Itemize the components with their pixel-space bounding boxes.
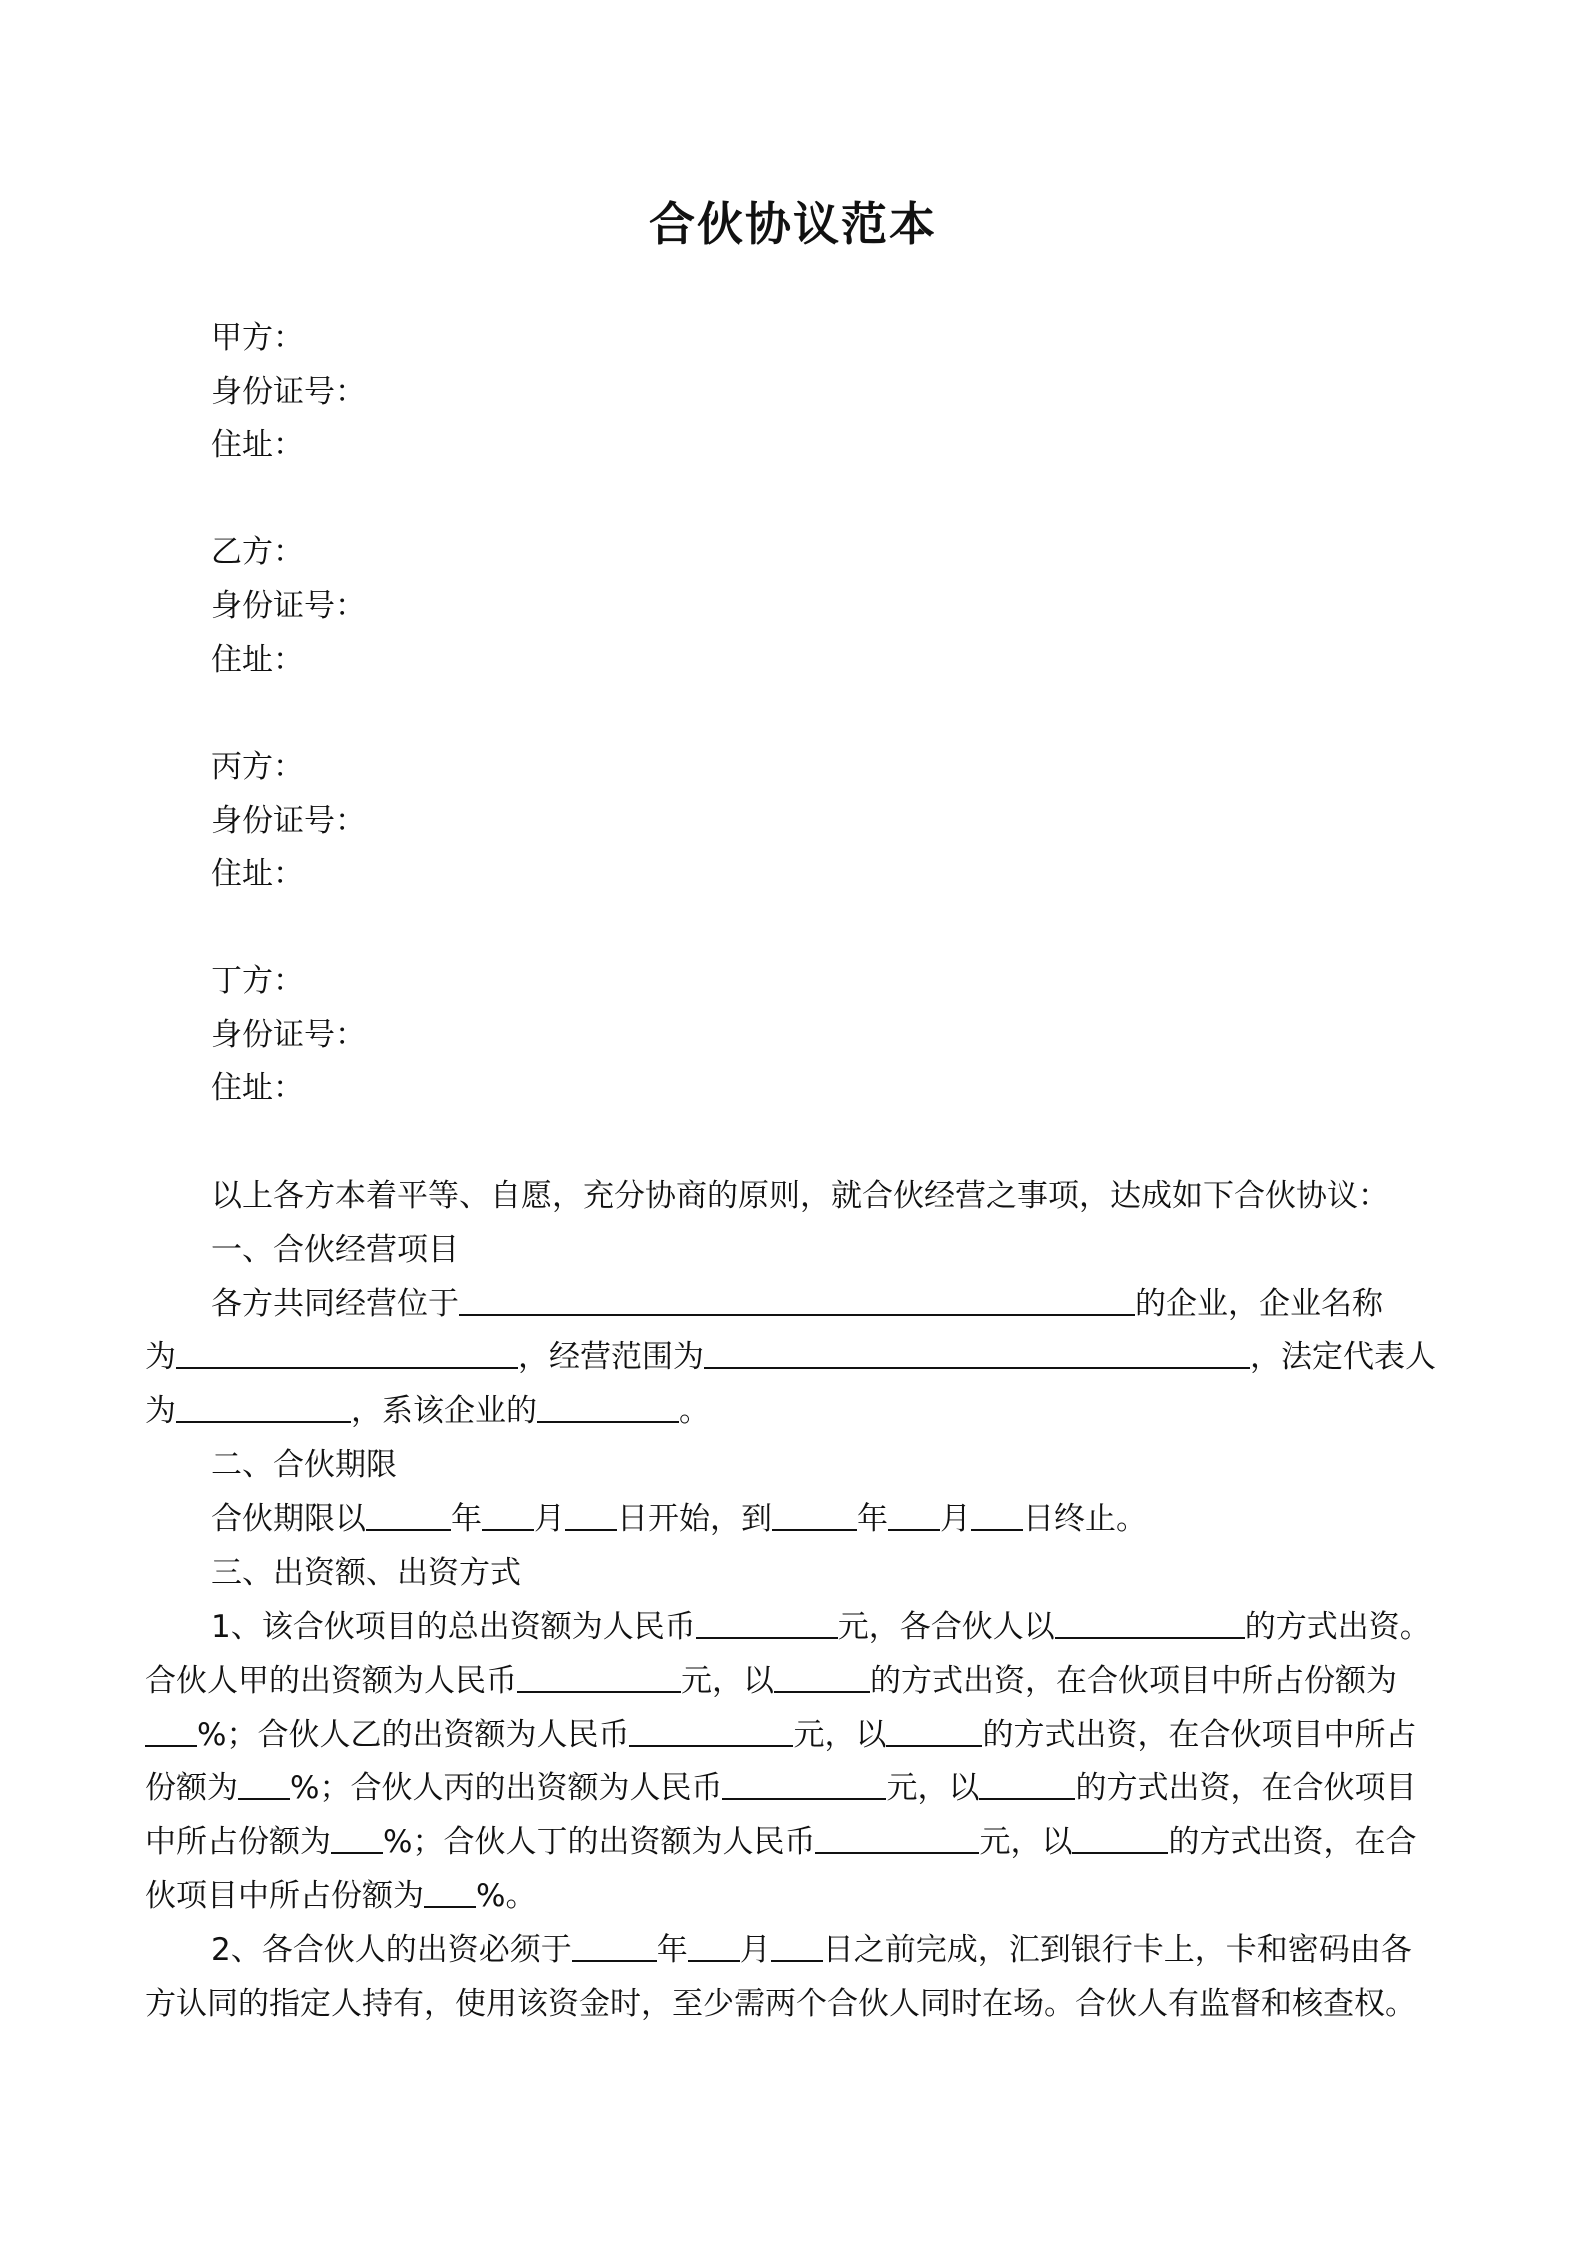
preamble: 以上各方本着平等、自愿，充分协商的原则，就合伙经营之事项，达成如下合伙协议： — [211, 1178, 1389, 1214]
blank-a-method — [774, 1663, 870, 1693]
section3-p1-line1 — [211, 1607, 1431, 1647]
blank-business-scope — [704, 1339, 1250, 1369]
text: 的方式出资，在合伙项目 — [1075, 1770, 1417, 1806]
text: 。 — [679, 1393, 710, 1429]
text: 元，以 — [886, 1770, 980, 1806]
blank-a-share — [145, 1717, 197, 1747]
section2-line1 — [211, 1499, 1147, 1539]
section3-p1-line5 — [145, 1822, 1416, 1862]
text: 为 — [145, 1339, 176, 1375]
text: 年 — [857, 1501, 888, 1537]
section3-p1-line4 — [145, 1768, 1416, 1808]
blank-deadline-year — [572, 1932, 657, 1962]
text: %；合伙人乙的出资额为人民币 — [197, 1717, 630, 1753]
text: 的方式出资。 — [1244, 1609, 1431, 1645]
blank-end-day — [971, 1501, 1023, 1531]
blank-c-method — [979, 1770, 1075, 1800]
party-d-address-label: 住址： — [211, 1070, 304, 1106]
section1-line2 — [145, 1337, 1436, 1377]
party-c-id-label: 身份证号： — [211, 803, 366, 839]
party-b-address-label: 住址： — [211, 642, 304, 678]
party-a-name-label: 甲方： — [211, 320, 304, 356]
text: 元，以 — [793, 1717, 887, 1753]
text: 伙项目中所占份额为 — [145, 1878, 424, 1914]
blank-legal-rep — [176, 1393, 351, 1423]
section2-heading: 二、合伙期限 — [211, 1447, 397, 1483]
blank-deadline-day — [771, 1932, 823, 1962]
text: 月 — [534, 1501, 565, 1537]
section1-heading: 一、合伙经营项目 — [211, 1232, 459, 1268]
blank-end-year — [772, 1501, 857, 1531]
text: 1、该合伙项目的总出资额为人民币 — [211, 1609, 696, 1645]
party-d-id-label: 身份证号： — [211, 1017, 366, 1053]
text: %。 — [476, 1878, 537, 1914]
text: ，经营范围为 — [518, 1339, 704, 1375]
text: 年 — [451, 1501, 482, 1537]
text: ，法定代表人 — [1250, 1339, 1436, 1375]
section3-p2-line1 — [211, 1930, 1412, 1970]
text: 合伙人甲的出资额为人民币 — [145, 1663, 517, 1699]
party-c-address-label: 住址： — [211, 856, 304, 892]
text: 的方式出资，在合伙项目中所占 — [982, 1717, 1417, 1753]
text: 2、各合伙人的出资必须于 — [211, 1932, 572, 1968]
text: 各方共同经营位于 — [211, 1286, 459, 1322]
document-title: 合伙协议范本 — [649, 197, 937, 251]
blank-start-day — [565, 1501, 617, 1531]
party-a-address-label: 住址： — [211, 427, 304, 463]
blank-b-amount — [629, 1717, 793, 1747]
text: 日开始，到 — [617, 1501, 772, 1537]
text: 为 — [145, 1393, 176, 1429]
text: 日终止。 — [1023, 1501, 1147, 1537]
blank-method — [1055, 1609, 1245, 1639]
text: 元，以 — [681, 1663, 774, 1699]
blank-b-method — [886, 1717, 982, 1747]
text: %；合伙人丁的出资额为人民币 — [383, 1824, 816, 1860]
party-b-id-label: 身份证号： — [211, 588, 366, 624]
blank-start-year — [366, 1501, 451, 1531]
section1-line3 — [145, 1391, 710, 1431]
blank-d-share — [424, 1878, 476, 1908]
blank-start-month — [482, 1501, 534, 1531]
text: 元，各合伙人以 — [837, 1609, 1055, 1645]
text: 份额为 — [145, 1770, 238, 1806]
blank-total-capital — [696, 1609, 838, 1639]
text: %；合伙人丙的出资额为人民币 — [290, 1770, 723, 1806]
text: 日之前完成，汇到银行卡上，卡和密码由各 — [822, 1932, 1412, 1968]
blank-company-name — [176, 1339, 518, 1369]
party-a-id-label: 身份证号： — [211, 374, 366, 410]
party-d-name-label: 丁方： — [211, 963, 304, 999]
blank-d-method — [1072, 1824, 1168, 1854]
blank-b-share — [238, 1770, 290, 1800]
text: 的方式出资，在合伙项目中所占份额为 — [870, 1663, 1397, 1699]
blank-position — [537, 1393, 679, 1423]
blank-c-amount — [722, 1770, 886, 1800]
party-b-name-label: 乙方： — [211, 534, 304, 570]
party-c-name-label: 丙方： — [211, 749, 304, 785]
section3-p1-line2 — [145, 1661, 1397, 1701]
blank-d-amount — [815, 1824, 979, 1854]
blank-a-amount — [517, 1663, 681, 1693]
section3-p2-line2: 方认同的指定人持有，使用该资金时，至少需两个合伙人同时在场。合伙人有监督和核查权。 — [145, 1986, 1416, 2022]
blank-end-month — [888, 1501, 940, 1531]
blank-location — [459, 1286, 1135, 1316]
text: 中所占份额为 — [145, 1824, 331, 1860]
section3-heading: 三、出资额、出资方式 — [211, 1555, 521, 1591]
text: ，系该企业的 — [351, 1393, 537, 1429]
text: 合伙期限以 — [211, 1501, 366, 1537]
section1-line1 — [211, 1284, 1383, 1324]
text: 的企业，企业名称 — [1135, 1286, 1383, 1322]
text: 的方式出资，在合 — [1168, 1824, 1417, 1860]
text: 元，以 — [979, 1824, 1073, 1860]
section3-p1-line3 — [145, 1715, 1416, 1755]
section3-p1-line6 — [145, 1876, 536, 1916]
blank-deadline-month — [688, 1932, 740, 1962]
text: 年 — [656, 1932, 688, 1968]
blank-c-share — [331, 1824, 383, 1854]
text: 月 — [940, 1501, 971, 1537]
text: 月 — [739, 1932, 771, 1968]
